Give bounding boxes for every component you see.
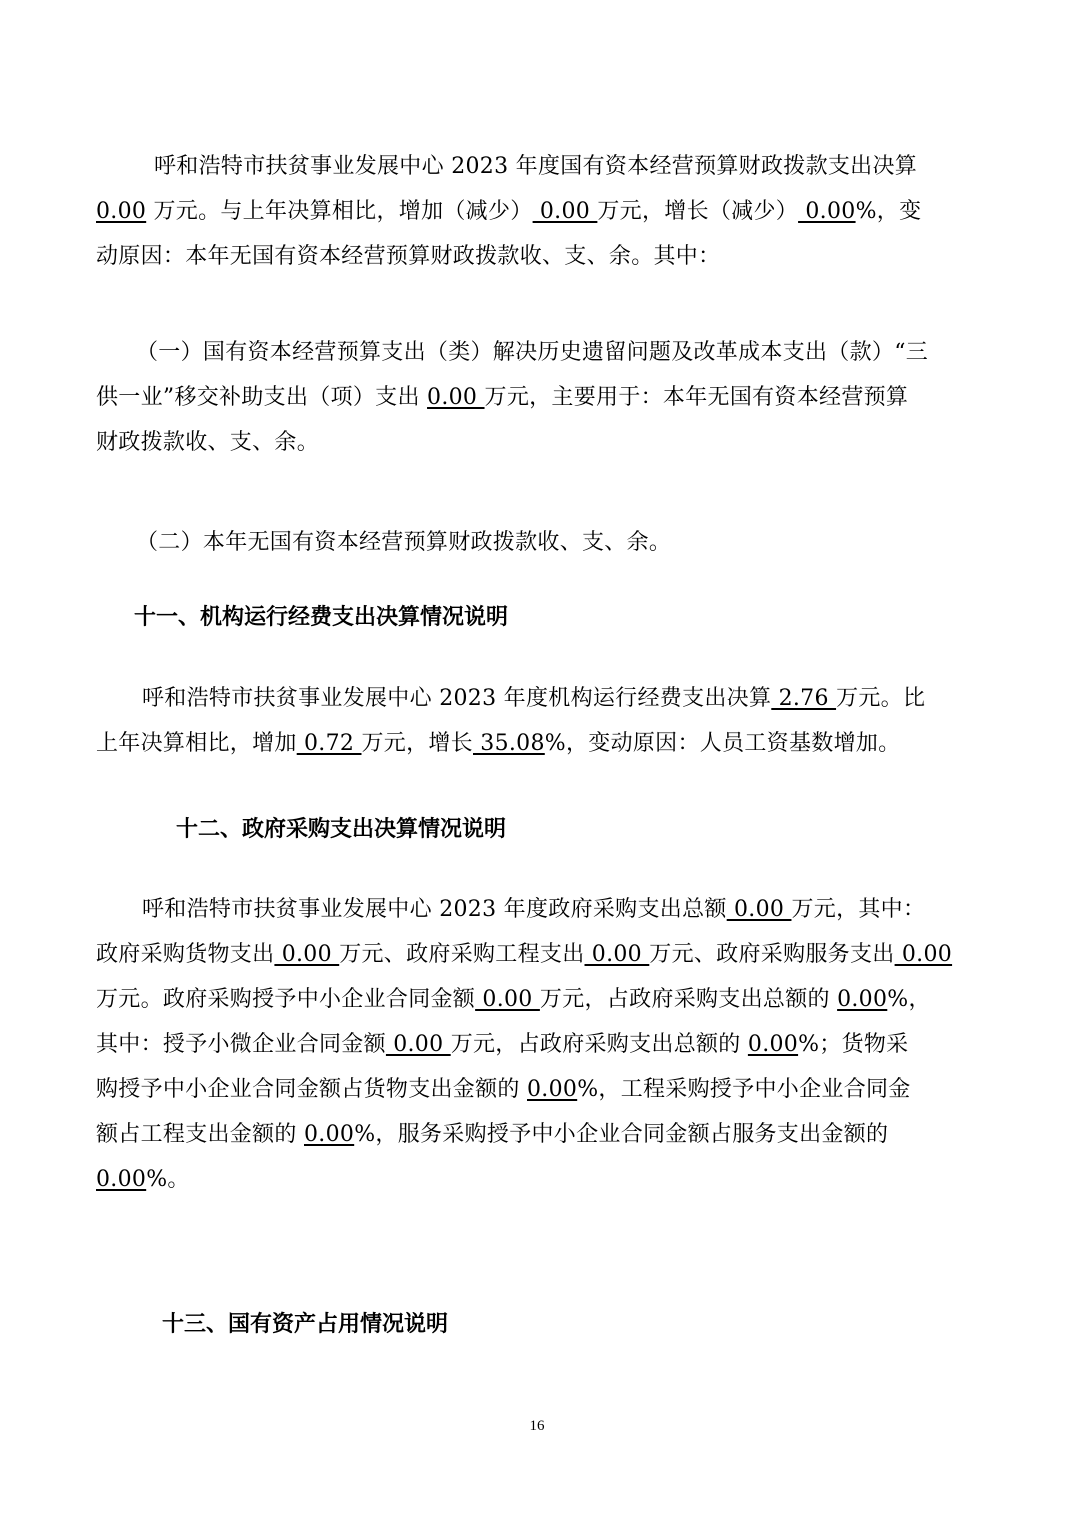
value-underlined: 2.76 <box>771 686 837 711</box>
text-line <box>96 1067 976 1112</box>
text: 万元，占政府采购支出总额的 <box>539 987 838 1012</box>
text: （二）本年无国有资本经营预算财政拨款收、支、余。 <box>136 530 672 555</box>
text-line <box>96 234 976 279</box>
text: 供一业”移交补助支出（项）支出 <box>96 385 428 410</box>
text: 动原因：本年无国有资本经营预算财政拨款收、支、余。其中： <box>96 244 721 269</box>
value-underlined: 0.00 <box>532 199 598 224</box>
text: %，变 <box>855 199 922 224</box>
value-underlined: 0.00 <box>584 942 650 967</box>
value-underlined: 0.00 <box>475 987 540 1012</box>
text-line <box>96 520 976 565</box>
paragraph-item-two <box>96 520 976 565</box>
value-underlined: 0.00 <box>385 1032 451 1057</box>
value-underlined: 0.00 <box>894 942 953 967</box>
text: 万元，其中： <box>791 897 926 922</box>
value-underlined: 0.00 <box>274 942 340 967</box>
paragraph-operating-expenses <box>96 676 976 766</box>
text: 万元。政府采购授予中小企业合同金额 <box>96 987 476 1012</box>
value-underlined: 35.08 <box>473 731 545 756</box>
text-line <box>96 189 976 234</box>
text-line <box>96 932 976 977</box>
text: 其中：授予小微企业合同金额 <box>96 1032 386 1057</box>
text: 万元、政府采购服务支出 <box>649 942 895 967</box>
value-underlined: 0.00 <box>96 1167 147 1192</box>
text: %， <box>887 987 931 1012</box>
value-underlined: 0.72 <box>296 731 362 756</box>
text: 政府采购货物支出 <box>96 942 275 967</box>
value-underlined: 0.00 <box>427 385 485 410</box>
text-line <box>96 887 976 932</box>
section-heading-11: 十一、机构运行经费支出决算情况说明 <box>134 605 509 630</box>
value-underlined: 0.00 <box>798 199 856 224</box>
text-line <box>96 144 976 189</box>
text: %，服务采购授予中小企业合同金额占服务支出金额的 <box>354 1122 889 1147</box>
text: 额占工程支出金额的 <box>96 1122 304 1147</box>
text-line <box>96 330 976 375</box>
text: %，变动原因：人员工资基数增加。 <box>544 731 901 756</box>
text: 万元、政府采购工程支出 <box>339 942 585 967</box>
text: 呼和浩特市扶贫事业发展中心 2023 年度机构运行经费支出决算 <box>142 686 772 711</box>
page-number: 16 <box>529 1418 545 1434</box>
text: 呼和浩特市扶贫事业发展中心 2023 年度国有资本经营预算财政拨款支出决算 <box>154 154 918 179</box>
text: 万元，增长 <box>361 731 473 756</box>
text: 万元。与上年决算相比，增加（减少） <box>146 199 533 224</box>
value-underlined: 0.00 <box>747 1032 799 1057</box>
text-line <box>96 420 976 465</box>
text: 上年决算相比，增加 <box>96 731 297 756</box>
text: 万元，占政府采购支出总额的 <box>450 1032 748 1057</box>
text-line <box>96 1157 976 1202</box>
text-line <box>96 977 976 1022</box>
text: %，工程采购授予中小企业合同金 <box>577 1077 911 1102</box>
value-underlined: 0.00 <box>304 1122 355 1147</box>
text: 购授予中小企业合同金额占货物支出金额的 <box>96 1077 527 1102</box>
paragraph-item-one <box>96 330 976 465</box>
paragraph-procurement <box>96 887 976 1202</box>
text: %。 <box>146 1167 190 1192</box>
value-underlined: 0.00 <box>726 897 792 922</box>
text: 呼和浩特市扶贫事业发展中心 2023 年度政府采购支出总额 <box>142 897 727 922</box>
text: %；货物采 <box>798 1032 909 1057</box>
text: 万元，增长（减少） <box>597 199 799 224</box>
text: 万元，主要用于：本年无国有资本经营预算 <box>484 385 909 410</box>
text-line <box>96 721 976 766</box>
text: 万元。比 <box>836 686 926 711</box>
paragraph-state-capital-expenditure <box>96 144 976 279</box>
text: （一）国有资本经营预算支出（类）解决历史遗留问题及改革成本支出（款）“三 <box>136 340 929 365</box>
text-line <box>96 1022 976 1067</box>
text-line <box>96 676 976 721</box>
value-underlined: 0.00 <box>96 199 147 224</box>
text-line <box>96 1112 976 1157</box>
value-underlined: 0.00 <box>837 987 888 1012</box>
value-underlined: 0.00 <box>527 1077 578 1102</box>
section-heading-12: 十二、政府采购支出决算情况说明 <box>176 817 507 842</box>
section-heading-13: 十三、国有资产占用情况说明 <box>162 1312 449 1337</box>
text-line <box>96 375 976 420</box>
text: 财政拨款收、支、余。 <box>96 430 320 455</box>
